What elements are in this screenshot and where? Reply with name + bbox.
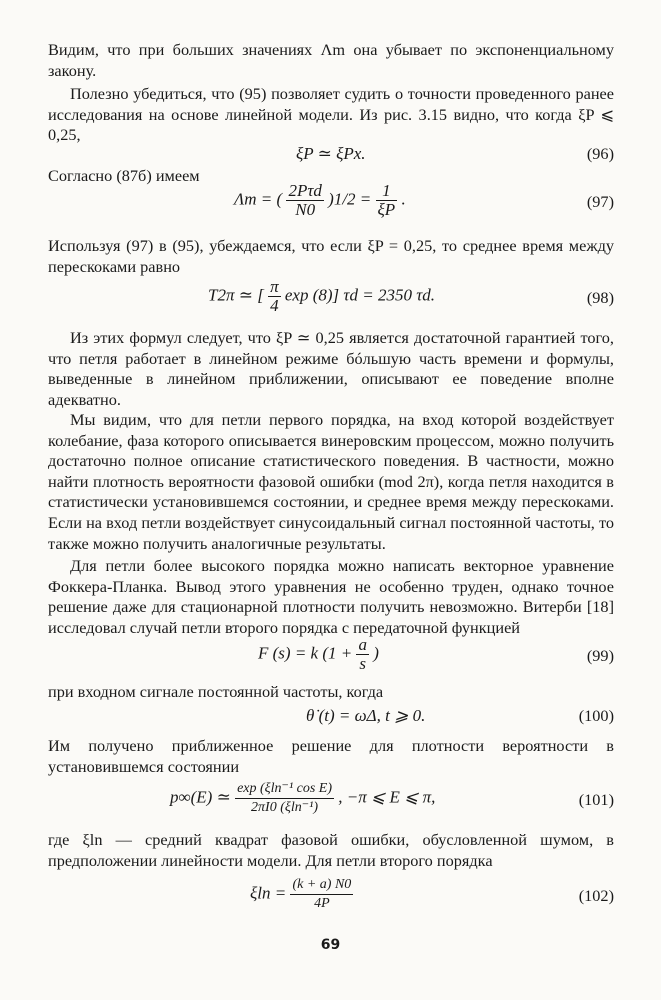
equation-102-formula <box>250 876 353 913</box>
equation-102 <box>48 874 614 920</box>
equation-102-number: (102) <box>578 886 614 905</box>
equation-97-fraction-2 <box>376 182 398 219</box>
paragraph-5: Из этих формул следует, что ξP ≃ 0,25 является достаточной гарантией того, что петля работает в линейном режиме бóльшую часть времени и формулы, выведенные в линейном приближении, описывают ее поведение вполне адекватно. <box>48 328 614 409</box>
equation-99-lhs: F (s) = k (1 + <box>258 643 353 663</box>
equation-101-frac-den: 2πI0 (ξln⁻¹) <box>235 798 334 817</box>
equation-102-frac-den: 4P <box>290 894 353 913</box>
equation-96-formula: ξP ≃ ξPx. <box>296 144 366 163</box>
paragraph-7: Для петли более высокого порядка можно написать векторное уравнение Фоккера-Планка. Вывод этого уравнения не особенно труден, однако точное решение даже для стационарной плотности получить невозможно. Витерби [18] исследовал случай петли второго порядка с передаточной функцией <box>48 556 614 637</box>
paragraph-9: Им получено приближенное решение для плотности вероятности в установившемся состоянии <box>48 736 614 776</box>
equation-97-lhs: Λm = ( <box>234 189 283 209</box>
equation-102-fraction <box>290 876 353 913</box>
equation-100-number: (100) <box>578 706 614 725</box>
equation-97-frac2-den: ξP <box>377 200 396 219</box>
equation-99-frac-num: a <box>358 635 367 654</box>
equation-100-formula: θ̇ (t) = ωΔ, t ⩾ 0. <box>306 706 426 725</box>
page-number: 69 <box>320 937 341 953</box>
equation-98-frac-num: π <box>270 277 279 296</box>
paragraph-2: Полезно убедиться, что (95) позволяет судить о точности проведенного ранее исследования на основе линейной модели. Из рис. 3.15 видно, что когда ξP ⩽ 0,25, <box>48 84 614 145</box>
equation-98-formula <box>208 278 435 315</box>
equation-98-lhs: T2π ≃ [ <box>208 285 264 305</box>
equation-98-frac-den: 4 <box>268 296 281 315</box>
equation-99 <box>48 634 614 678</box>
equation-101 <box>48 778 614 824</box>
equation-99-formula <box>258 636 379 673</box>
equation-97 <box>48 180 614 224</box>
equation-96-number: (96) <box>586 144 614 163</box>
equation-101-fraction <box>235 780 334 817</box>
equation-97-power: )1/2 = <box>328 189 372 209</box>
equation-101-tail: , −π ⩽ E ⩽ π, <box>338 787 436 807</box>
equation-99-frac-den: s <box>356 654 369 673</box>
equation-101-number: (101) <box>578 790 614 809</box>
equation-101-lhs: p∞(E) ≃ <box>170 787 231 807</box>
equation-97-tail: . <box>401 189 406 209</box>
paragraph-3: Согласно (87б) имеем <box>48 166 200 185</box>
equation-97-formula <box>234 182 406 219</box>
equation-97-frac-den: N0 <box>286 200 323 219</box>
paragraph-6: Мы видим, что для петли первого порядка, на вход которой воздействует колебание, фаза которого описывается винеровским процессом, можно получить достаточно полное описание статистического поведения. В частности, можно найти плотность вероятности фазовой ошибки (mod 2π), когда петля находится в статистически установившемся состоянии, и среднее время между перескоками. Если на вход петли воздействует синусоидальный сигнал постоянной частоты, то также можно получить аналогичные результаты. <box>48 410 614 553</box>
paragraph-8: при входном сигнале постоянной частоты, когда <box>48 682 384 701</box>
paragraph-4: Используя (97) в (95), убеждаемся, что если ξP = 0,25, то среднее время между перескоками равно <box>48 236 614 276</box>
equation-101-frac-num: exp (ξln⁻¹ cos E) <box>237 781 333 796</box>
equation-98 <box>48 276 614 320</box>
equation-97-frac-num: 2Pτd <box>288 181 322 200</box>
equation-97-frac2-num: 1 <box>382 181 391 200</box>
paragraph-1: Видим, что при больших значениях Λm она убывает по экспоненциальному закону. <box>48 40 614 80</box>
equation-98-fraction <box>268 278 281 315</box>
equation-99-number: (99) <box>586 646 614 665</box>
equation-98-mid: exp (8)] τd = 2350 τd. <box>284 285 436 305</box>
paragraph-10: где ξln — средний квадрат фазовой ошибки, обусловленной шумом, в предположении линейности модели. Для петли второго порядка <box>48 830 614 870</box>
equation-99-tail: ) <box>373 643 379 663</box>
equation-102-lhs: ξln = <box>250 883 287 903</box>
equation-102-frac-num: (k + a) N0 <box>292 877 352 892</box>
equation-98-number: (98) <box>586 288 614 307</box>
equation-97-fraction <box>286 182 323 219</box>
equation-101-formula <box>170 780 435 817</box>
equation-97-number: (97) <box>586 192 614 211</box>
equation-99-fraction <box>356 636 369 673</box>
